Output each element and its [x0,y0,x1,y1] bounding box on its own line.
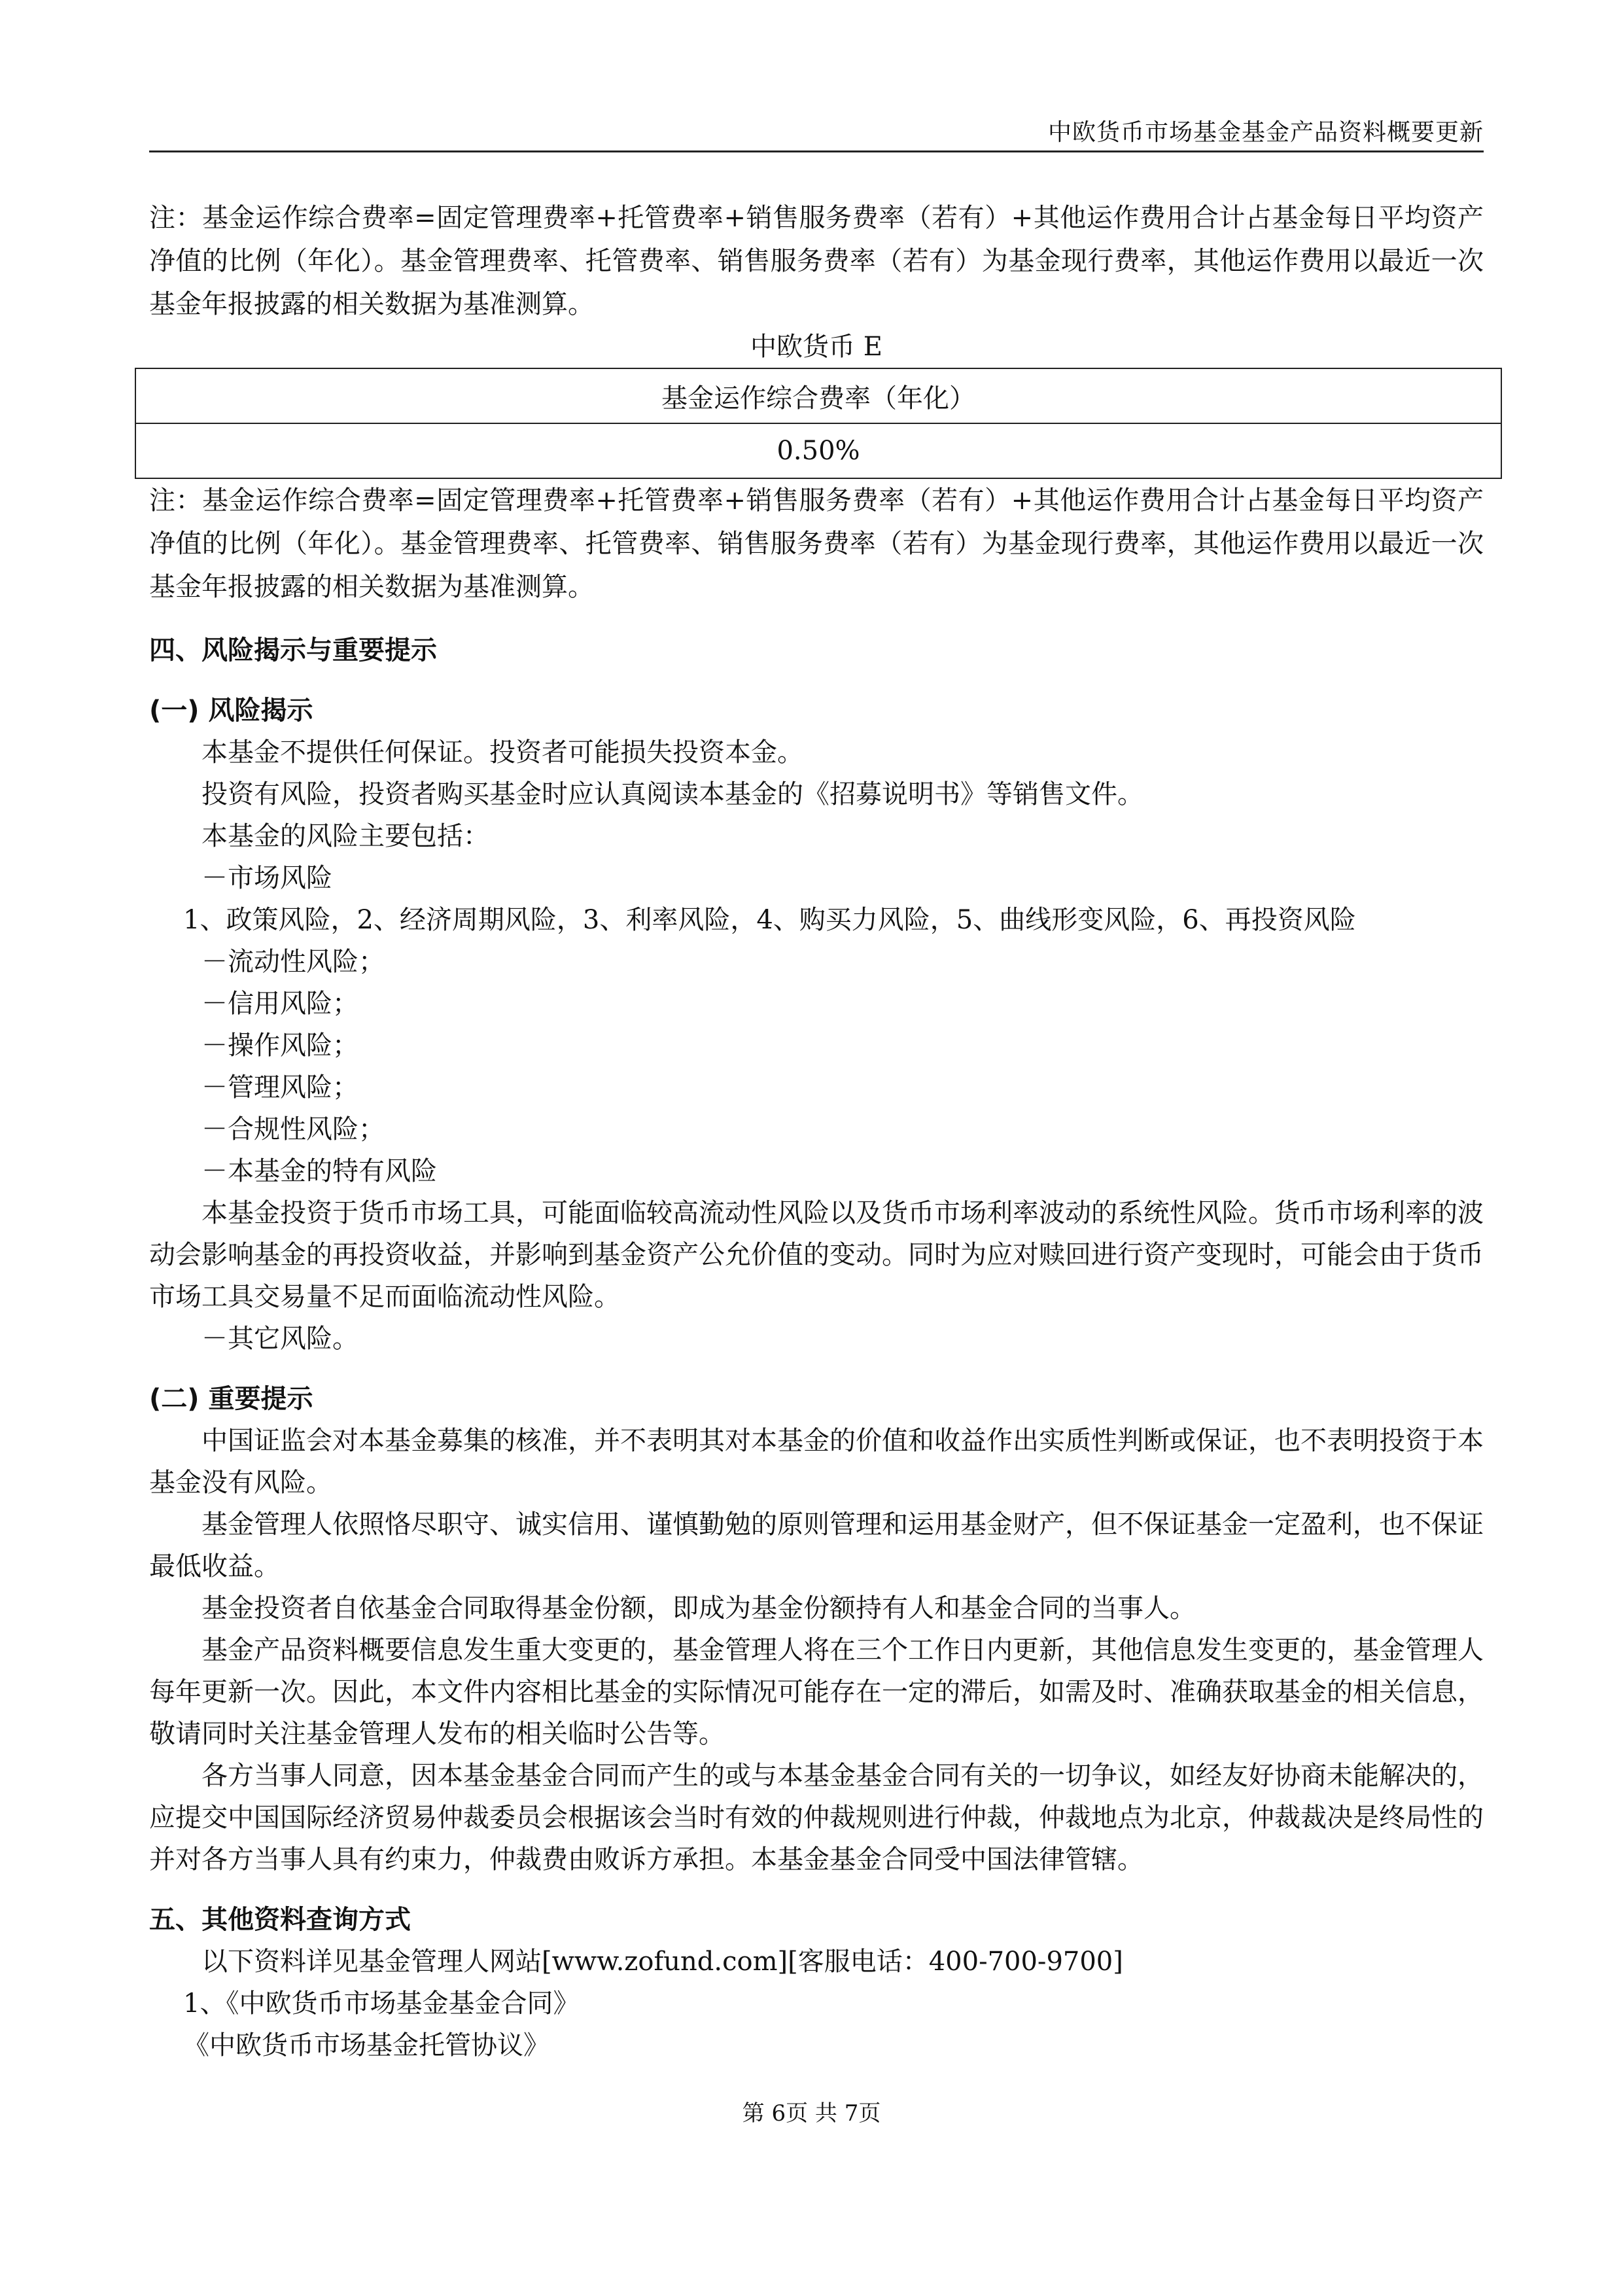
notice-p5: 各方当事人同意，因本基金基金合同而产生的或与本基金基金合同有关的一切争议，如经友好协商未能解决的，应提交中国国际经济贸易仲裁委员会根据该会当时有效的仲裁规则进行仲裁，仲裁地点为北京，仲裁裁决是终局性的并对各方当事人具有约束力，仲裁费由败诉方承担。本基金基金合同受中国法律管辖。 [149,1761,1484,1875]
risk-p1: 本基金不提供任何保证。投资者可能损失投资本金。 [201,737,803,768]
risk-operation: －操作风险； [201,1031,358,1061]
fee-table [135,368,1502,479]
risk-compliance: －合规性风险； [201,1114,385,1144]
fee-table-value-row [135,423,1501,478]
section-5-title: 五、其他资料查询方式 [149,1905,411,1935]
other-info-item-2: 《中欧货币市场基金托管协议》 [183,2030,550,2060]
risk-management: －管理风险； [201,1072,358,1103]
other-info-item-1: 1、《中欧货币市场基金基金合同》 [183,1988,580,2019]
page-header [149,110,1484,152]
page-number: 第 6页 共 7页 [742,2100,881,2127]
fee-note-bottom: 注：基金运作综合费率=固定管理费率+托管费率+销售服务费率（若有）+其他运作费用合计占基金每日平均资产净值的比例（年化）。基金管理费率、托管费率、销售服务费率（若有）为基金现行费率，其他运作费用以最近一次基金年报披露的相关数据为基准测算。 [149,486,1484,602]
fee-table-header: 基金运作综合费率（年化） [135,368,1501,423]
risk-market: －市场风险 [201,863,332,893]
fee-table-value: 0.50% [135,423,1501,478]
risk-liquidity: －流动性风险； [201,947,385,977]
fee-note-top: 注：基金运作综合费率=固定管理费率+托管费率+销售服务费率（若有）+其他运作费用合计占基金每日平均资产净值的比例（年化）。基金管理费率、托管费率、销售服务费率（若有）为基金现行费率，其他运作费用以最近一次基金年报披露的相关数据为基准测算。 [149,203,1484,319]
header-title: 中欧货币市场基金基金产品资料概要更新 [1047,119,1484,146]
risk-market-items: 1、政策风险，2、经济周期风险，3、利率风险，4、购买力风险，5、曲线形变风险，6、再投资风险 [183,905,1356,935]
notice-p1: 中国证监会对本基金募集的核准，并不表明其对本基金的价值和收益作出实质性判断或保证，也不表明投资于本基金没有风险。 [149,1426,1484,1498]
notice-p3: 基金投资者自依基金合同取得基金份额，即成为基金份额持有人和基金合同的当事人。 [201,1593,1196,1623]
risk-credit: －信用风险； [201,989,358,1019]
risk-other: －其它风险。 [201,1324,358,1354]
fee-table-caption: 中欧货币 E [750,332,882,362]
notice-p2: 基金管理人依照恪尽职守、诚实信用、谨慎勤勉的原则管理和运用基金财产，但不保证基金一定盈利，也不保证最低收益。 [149,1510,1484,1581]
risk-p2: 投资有风险，投资者购买基金时应认真阅读本基金的《招募说明书》等销售文件。 [201,779,1143,809]
risk-disclosure-title: (一) 风险揭示 [149,696,313,726]
page-content [149,196,1484,2066]
risk-specific: －本基金的特有风险 [201,1156,437,1186]
other-info-p1: 以下资料详见基金管理人网站[www.zofund.com][客服电话：400-700-9700] [201,1947,1123,1977]
risk-p3: 本基金的风险主要包括： [201,821,489,851]
notice-p4: 基金产品资料概要信息发生重大变更的，基金管理人将在三个工作日内更新，其他信息发生变更的，基金管理人每年更新一次。因此，本文件内容相比基金的实际情况可能存在一定的滞后，如需及时、准确获取基金的相关信息，敬请同时关注基金管理人发布的相关临时公告等。 [149,1635,1484,1749]
fee-table-header-row [135,368,1501,423]
risk-specific-text: 本基金投资于货币市场工具，可能面临较高流动性风险以及货币市场利率波动的系统性风险。货币市场利率的波动会影响基金的再投资收益，并影响到基金资产公允价值的变动。同时为应对赎回进行资产变现时，可能会由于货币市场工具交易量不足而面临流动性风险。 [149,1198,1484,1312]
section-4-title: 四、风险揭示与重要提示 [149,635,437,665]
important-notice-title: (二) 重要提示 [149,1384,313,1414]
